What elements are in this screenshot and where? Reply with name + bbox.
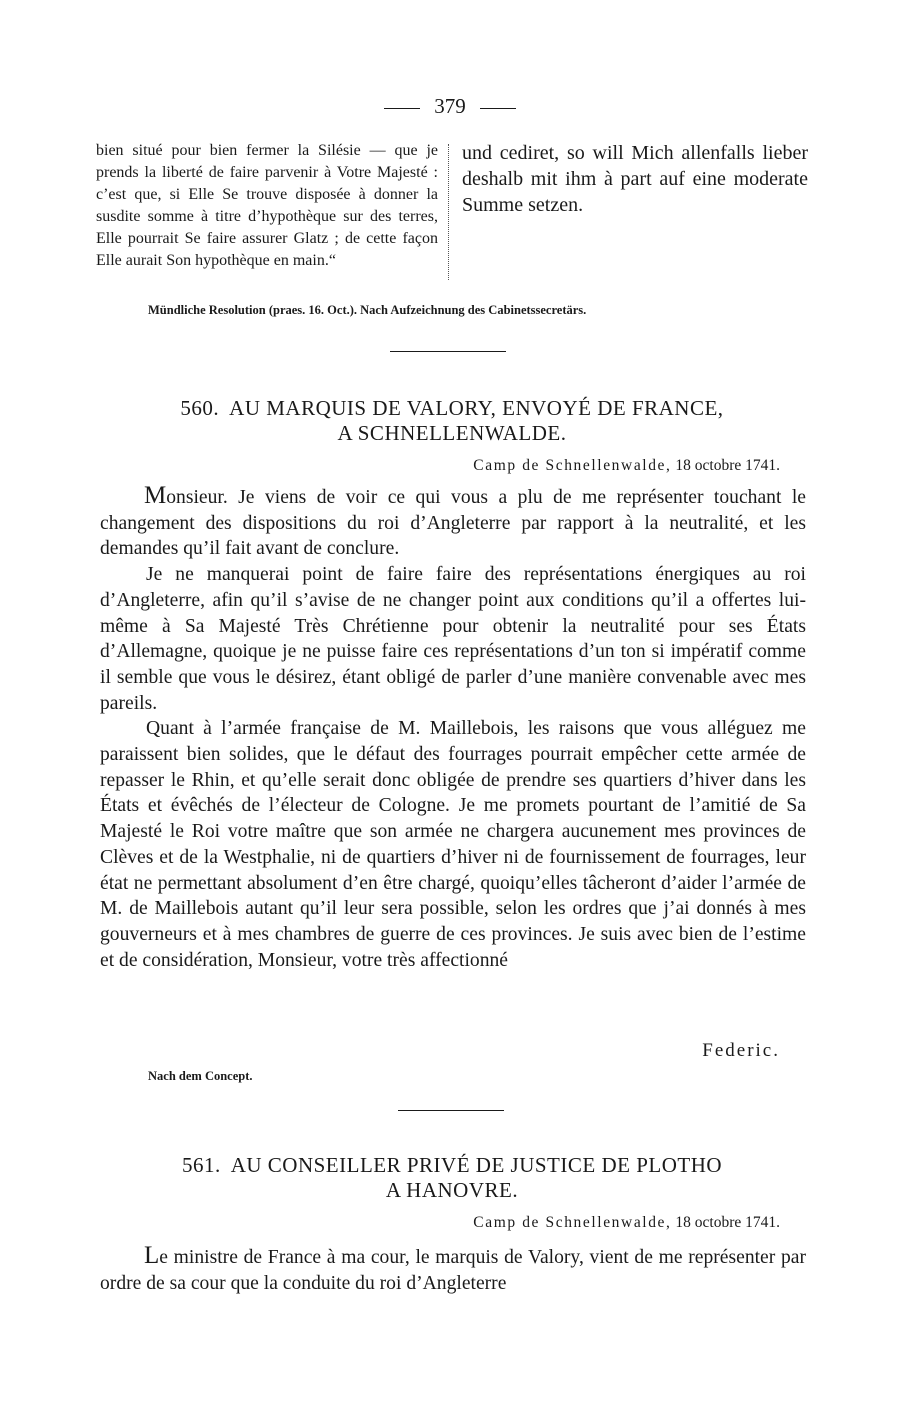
letter-561-date-place: Camp de Schnellenwalde, <box>473 1214 672 1231</box>
page-number <box>0 94 900 119</box>
column-divider <box>448 144 449 280</box>
letter-560-paragraph-1-text: onsieur. Je viens de voir ce qui vous a plu de me représenter touchant le changement des dispositions du roi d’Angleterre par rapport à la neutralité, et les demandes qu’il fait avant de conclure. <box>100 487 806 560</box>
letter-560-signature: Federic. <box>702 1040 780 1061</box>
letter-561-title-line2: A HANOVRE. <box>385 1178 519 1202</box>
page-number-dash-right <box>480 108 516 109</box>
letter-560-paragraph-2: Je ne manquerai point de faire faire des représentations énergiques au roi d’Angleterre, afin qu’il s’avise de ne changer point aux conditions qu’il a offertes lui-même à Sa Majesté Très Chrétienne pour obtenir la neutralité pour ses États d’Allemagne, quoique je ne puisse faire ces représentations d’un ton si impératif comme il semble que vous le désirez, étant obligé de parler d’une manière convenable avec mes pareils. <box>100 564 806 714</box>
letter-561-title: AU CONSEILLER PRIVÉ DE JUSTICE DE PLOTHO <box>230 1153 723 1177</box>
letter-561-number: 561. <box>181 1153 221 1177</box>
section-rule <box>390 351 506 352</box>
section-rule-2 <box>398 1110 504 1111</box>
source-note-concept: Nach dem Concept. <box>148 1069 253 1083</box>
letter-560-body <box>100 483 806 973</box>
letter-561-date: 18 octobre 1741. <box>675 1214 780 1231</box>
letter-560-dateline <box>473 457 780 475</box>
continuation-right-column: und cediret, so will Mich allenfalls lieber deshalb mit ihm à part auf eine moderate Summe setzen. <box>462 142 808 216</box>
continuation-left-column: bien situé pour bien fermer la Silésie — que je prends la liberté de faire parvenir à Votre Majesté : c’est que, si Elle Se trouve disposée à donner la susdite somme à titre d’hypothèque sur des terres, Elle pourrait Se faire assurer Glatz ; de cette façon Elle aurait Son hypothèque en main.“ <box>96 142 438 269</box>
letter-560-title-line1 <box>96 396 808 421</box>
letter-560-heading <box>96 396 808 446</box>
letter-560-title-line2: A SCHNELLENWALDE. <box>337 421 567 445</box>
page-number-dash-left <box>384 108 420 109</box>
letter-561-paragraph-1 <box>100 1243 806 1296</box>
letter-561-initial: L <box>144 1242 160 1269</box>
letter-560-date-place: Camp de Schnellenwalde, <box>473 457 672 474</box>
letter-560-paragraph-1 <box>100 483 806 562</box>
letter-561-body <box>100 1243 806 1296</box>
letter-560-title: AU MARQUIS DE VALORY, ENVOYÉ DE FRANCE, <box>229 396 724 420</box>
letter-560-initial: M <box>144 482 167 509</box>
letter-561-dateline <box>473 1214 780 1232</box>
letter-561-heading <box>96 1153 808 1203</box>
letter-561-title-line1 <box>96 1153 808 1178</box>
letter-560-paragraph-3: Quant à l’armée française de M. Maillebois, les raisons que vous alléguez me paraissent bien solides, que le défaut des fourrages pourrait empêcher cette armée de repasser le Rhin, et qu’elle serait donc obligée de prendre ses quartiers d’hiver dans les États et évêchés de l’électeur de Cologne. Je me promets pourtant de l’amitié de Sa Majesté le Roi votre maître que son armée ne chargera aucunement mes provinces de Clèves et de la Westphalie, ni de quartiers d’hiver ni de fournissement de fourrages, leur état ne permettant absolument d’en être chargé, quoiqu’elles tâcheront d’aider l’armée de M. de Maillebois autant qu’il leur sera possible, selon les ordres que j’ai donnés à mes gouverneurs et à mes chambres de guerre de ces provinces. Je suis avec bien de l’estime et de considération, Monsieur, votre très affectionné <box>100 718 806 971</box>
page-number-text: 379 <box>434 94 466 118</box>
letter-561-paragraph-1-text: e ministre de France à ma cour, le marquis de Valory, vient de me représenter par ordre de sa cour que la conduite du roi d’Angleterre <box>100 1247 806 1294</box>
source-note-resolution: Mündliche Resolution (praes. 16. Oct.). Nach Aufzeichnung des Cabinetssecretärs. <box>148 303 587 317</box>
letter-560-number: 560. <box>180 396 220 420</box>
letter-560-date: 18 octobre 1741. <box>675 457 780 474</box>
